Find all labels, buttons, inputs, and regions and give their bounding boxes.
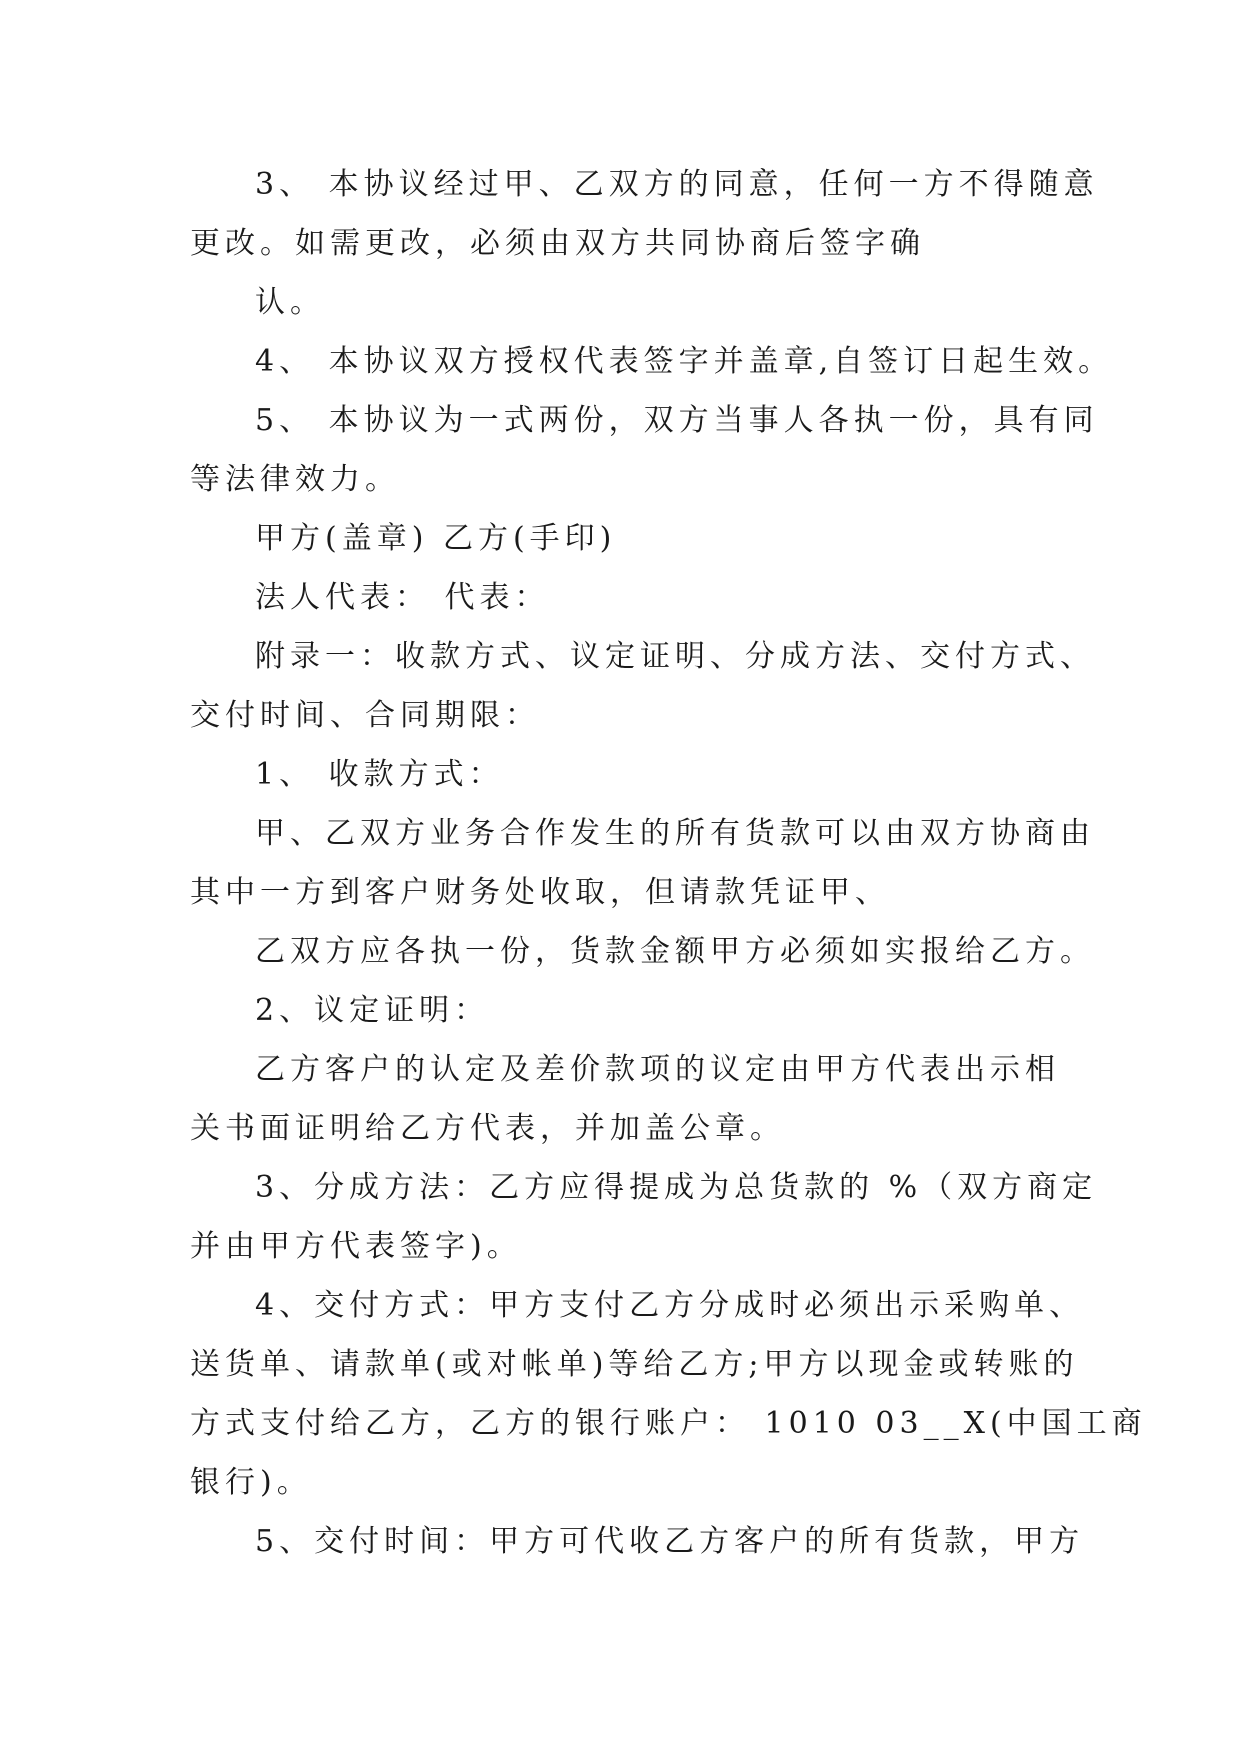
delivery-method-line-2: 送货单、请款单(或对帐单)等给乙方;甲方以现金或转账的 — [190, 1347, 1079, 1382]
appendix-heading-line-1: 附录一：收款方式、议定证明、分成方法、交付方式、 — [255, 639, 1095, 674]
delivery-method-line-4: 银行)。 — [190, 1465, 312, 1500]
payment-method-text-line-3: 乙双方应各执一份，货款金额甲方必须如实报给乙方。 — [255, 934, 1095, 969]
delivery-method-line-3: 方式支付给乙方，乙方的银行账户： 1010 03__X(中国工商 — [190, 1406, 1147, 1441]
clause-3-line-3: 认。 — [255, 285, 325, 320]
clause-3-line-1: 3、 本协议经过甲、乙双方的同意，任何一方不得随意 — [255, 167, 1099, 202]
clause-5-line-2: 等法律效力。 — [190, 462, 400, 497]
clause-5-line-1: 5、 本协议为一式两份，双方当事人各执一份，具有同 — [255, 403, 1099, 438]
commission-method-line-2: 并由甲方代表签字)。 — [190, 1229, 522, 1264]
agreed-proof-heading: 2、议定证明： — [255, 993, 490, 1028]
payment-method-heading: 1、 收款方式： — [255, 757, 504, 792]
delivery-time-line-1: 5、交付时间：甲方可代收乙方客户的所有货款，甲方 — [255, 1524, 1085, 1559]
clause-3-line-2: 更改。如需更改，必须由双方共同协商后签字确 — [190, 226, 925, 261]
agreed-proof-text-line-1: 乙方客户的认定及差价款项的议定由甲方代表出示相 — [255, 1052, 1060, 1087]
commission-method-line-1: 3、分成方法：乙方应得提成为总货款的 %（双方商定 — [255, 1170, 1098, 1205]
payment-method-text-line-2: 其中一方到客户财务处收取，但请款凭证甲、 — [190, 875, 890, 910]
delivery-method-line-1: 4、交付方式：甲方支付乙方分成时必须出示采购单、 — [255, 1288, 1085, 1323]
appendix-heading-line-2: 交付时间、合同期限： — [190, 698, 540, 733]
signature-parties-line: 甲方(盖章) 乙方(手印) — [255, 521, 617, 556]
agreed-proof-text-line-2: 关书面证明给乙方代表，并加盖公章。 — [190, 1111, 785, 1146]
clause-4-line: 4、 本协议双方授权代表签字并盖章,自签订日起生效。 — [255, 344, 1114, 379]
representatives-line: 法人代表： 代表： — [255, 580, 550, 615]
payment-method-text-line-1: 甲、乙双方业务合作发生的所有货款可以由双方协商由 — [255, 816, 1095, 851]
